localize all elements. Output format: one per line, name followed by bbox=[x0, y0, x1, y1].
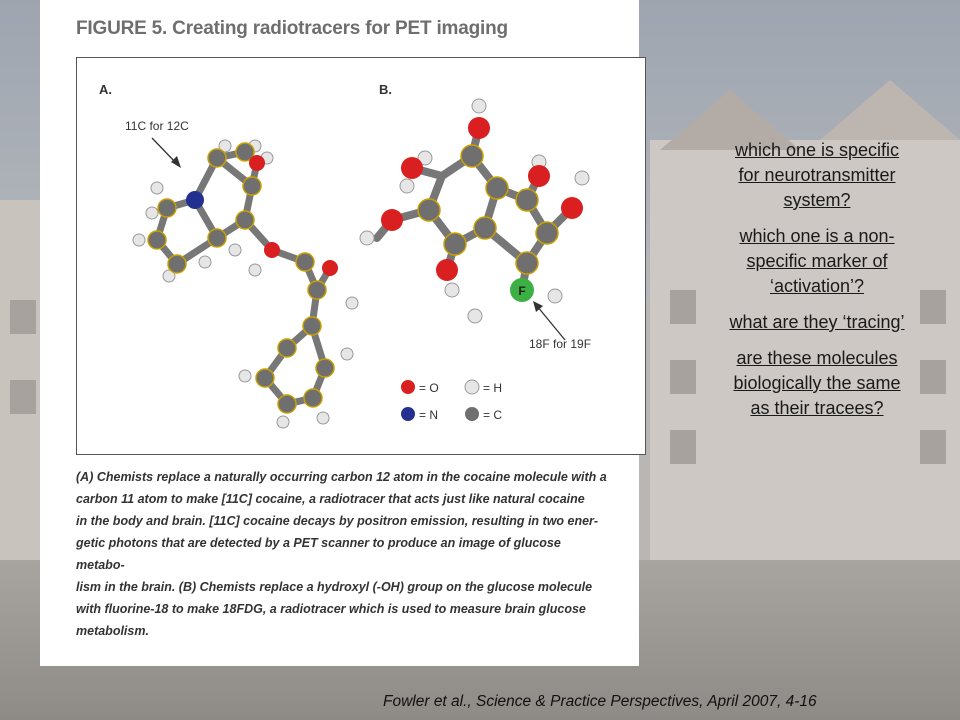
figure-title: FIGURE 5. Creating radiotracers for PET imaging bbox=[76, 18, 508, 39]
caption-line-3: in the body and brain. [11C] cocaine decays by positron emission, resulting in two ener- bbox=[76, 514, 599, 528]
fluorine-label: F bbox=[518, 284, 526, 298]
figure-panel bbox=[40, 0, 639, 666]
molecule-diagram bbox=[77, 58, 647, 456]
caption-line-1: (A) Chemists replace a naturally occurring carbon 12 atom in the cocaine molecule with a bbox=[76, 470, 607, 484]
cocaine-nitrogen bbox=[186, 191, 204, 209]
citation: Fowler et al., Science & Practice Perspectives, April 2007, 4-16 bbox=[383, 693, 817, 710]
figure-caption bbox=[76, 466, 611, 642]
caption-line-2: carbon 11 atom to make [11C] cocaine, a radiotracer that acts just like natural cocaine bbox=[76, 492, 585, 506]
legend-carbon-label: = C bbox=[483, 408, 503, 422]
atom-legend bbox=[401, 380, 502, 422]
question-neurotransmitter: which one is specific for neurotransmitter system? bbox=[734, 140, 900, 210]
question-activation-marker: which one is a non-specific marker of ‘activation’? bbox=[739, 226, 895, 296]
question-list bbox=[729, 138, 905, 432]
panel-b-label: B. bbox=[379, 82, 392, 97]
legend-nitrogen-label: = N bbox=[419, 408, 439, 422]
panel-a-label: A. bbox=[99, 82, 112, 97]
caption-line-4: getic photons that are detected by a PET scanner to produce an image of glucose metabo- bbox=[76, 536, 561, 572]
legend-hydrogen-swatch bbox=[465, 380, 479, 394]
molecule-figure bbox=[76, 57, 646, 455]
question-tracing: what are they ‘tracing’ bbox=[729, 312, 905, 332]
fdg-oxygens bbox=[381, 117, 583, 281]
legend-carbon-swatch bbox=[465, 407, 479, 421]
question-biologically-same: are these molecules biologically the same as their tracees? bbox=[733, 348, 901, 418]
legend-oxygen-label: = O bbox=[419, 381, 439, 395]
annotation-18f-for-19f: 18F for 19F bbox=[529, 337, 592, 351]
annotation-11c-for-12c: 11C for 12C bbox=[125, 119, 189, 133]
caption-line-6: with fluorine-18 to make 18FDG, a radiotracer which is used to measure brain glucose bbox=[76, 602, 586, 616]
caption-line-5: lism in the brain. (B) Chemists replace a hydroxyl (-OH) group on the glucose molecule bbox=[76, 580, 593, 594]
legend-hydrogen-label: = H bbox=[483, 381, 503, 395]
caption-line-7: metabolism. bbox=[76, 624, 149, 638]
legend-nitrogen-swatch bbox=[401, 407, 415, 421]
legend-oxygen-swatch bbox=[401, 380, 415, 394]
